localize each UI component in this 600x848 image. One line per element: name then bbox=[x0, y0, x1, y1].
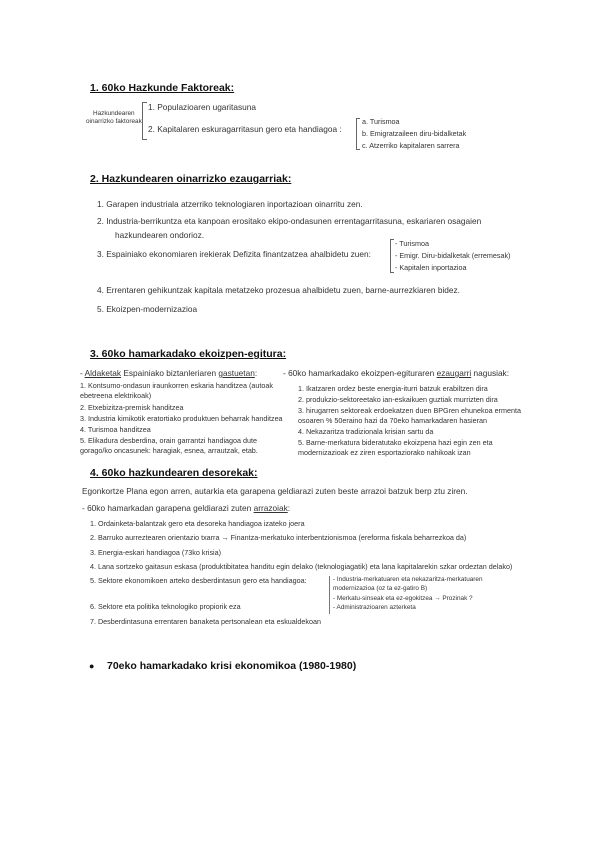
section-2-brace bbox=[390, 239, 394, 273]
section-4-item-5: 5. Sektore ekonomikoen arteko desberdintasun gero eta handiagoa: bbox=[90, 576, 307, 585]
section-2-item-1: 1. Garapen industriala atzerriko teknologiaren inportazioan oinarritu zen. bbox=[97, 199, 363, 209]
section-2-item-2-cont: hazkundearen ondorioz. bbox=[115, 230, 205, 240]
section-4-item-1: 1. Ordainketa-balantzak gero eta desoreka handiagoa izateko joera bbox=[90, 519, 305, 528]
section-4-item-2: 2. Barruko aurreztearen orientazio txarra → Finantza-merkatuko interbentzionismoa (ereforma fiskala beharrezkoa da) bbox=[90, 533, 467, 542]
section-2-title: 2. Hazkundearen oinarrizko ezaugarriak: bbox=[90, 173, 292, 185]
section-2-item-5: 5. Ekoizpen-modernizazioa bbox=[97, 304, 198, 314]
section-4-sub-1: - Industria-merkatuaren eta nekazaritza-merkatuaren bbox=[333, 576, 483, 583]
section-2-item-4: 4. Errentaren gehikuntzak kapitala metatzeko prozesua ahalbidetu zuen, barne-aurrezkiaren bidez. bbox=[97, 285, 460, 295]
section-1-sub-b: b. Emigratzaileen diru-bidalketak bbox=[362, 129, 467, 138]
section-4-item-3: 3. Energia-eskari handiagoa (73ko krisia) bbox=[90, 548, 222, 557]
section-3-right-item-5: 5. Barne-merkatura bideratutako ekoizpena hazi egin zen eta bbox=[298, 438, 493, 447]
section-1-side-label-2: oinarrizko faktoreak bbox=[86, 118, 142, 125]
section-3-left-item-4: 4. Turismoa handitzea bbox=[80, 425, 151, 434]
section-3-title: 3. 60ko hamarkadako ekoizpen-egitura: bbox=[90, 348, 287, 360]
section-4-item-7: 7. Desberdintasuna errentaren banaketa pertsonalean eta eskualdekoan bbox=[90, 617, 321, 626]
section-3-right-item-3-cont: osoaren % 50eraino hazi da 70eko hamarkadaren hasieran bbox=[298, 416, 487, 425]
section-4-sub-3: - Administrazioaren azterketa bbox=[333, 604, 416, 611]
section-4-sub-brace bbox=[329, 576, 330, 614]
section-4-item-4: 4. Lana sortzeko gaitasun eskasa (produktibitatea handitu egin delako (teknologiagatik) eta lana kapitalarekin szkar ordeztan delako) bbox=[90, 562, 513, 571]
section-3-right-item-3: 3. hirugarren sektoreak erdoekatzen duen BPGren ehunekoa ermenta bbox=[298, 406, 521, 415]
section-1-side-label-1: Hazkundearen bbox=[93, 110, 135, 117]
section-3-right-item-4: 4. Nekazaritza tradizionala krisian sartu da bbox=[298, 427, 434, 436]
section-3-left-item-3: 3. Industria kimikotik eratortiako produktuen beharrak handitzea bbox=[80, 414, 283, 423]
section-3-right-item-2: 2. produkzio-sektoreetako ian-eskaikuen guztiak murrizten dira bbox=[298, 395, 498, 404]
section-4-sub-1-cont: modernizazioa (oz ta ez-gatiro B) bbox=[333, 585, 428, 592]
section-3-right-item-1: 1. Ikatzaren ordez beste energia-iturri batzuk erabiltzen dira bbox=[298, 384, 488, 393]
section-2-item-2: 2. Industria-berrikuntza eta kanpoan erositako ekipo-ondasunen errentagarritasuna, eskariaren osagaien bbox=[97, 216, 482, 226]
section-3-left-item-5: 5. Elikadura desberdina, orain garrantzi handiagoa dute bbox=[80, 436, 258, 445]
section-3-left-item-2: 2. Etxebizitza-premisk handitzea bbox=[80, 403, 184, 412]
section-5-bullet: ● bbox=[89, 661, 95, 671]
section-4-subheading: - 60ko hamarkadan garapena geldiarazi zuten arrazoiak: bbox=[82, 503, 291, 513]
section-5-title: 70eko hamarkadako krisi ekonomikoa (1980-1980) bbox=[107, 660, 357, 672]
section-1-title: 1. 60ko Hazkunde Faktoreak: bbox=[90, 82, 235, 94]
section-1-item-2: 2. Kapitalaren eskuragarritasun gero eta handiagoa : bbox=[148, 124, 342, 134]
section-1-item-1: 1. Populazioaren ugaritasuna bbox=[148, 102, 256, 112]
section-4-sub-2: - Merkatu-sinseak eta ez-egokitzea → Prozinak ? bbox=[333, 595, 473, 602]
section-2-sub-3: - Kapitalen inportazioa bbox=[395, 263, 467, 272]
section-4-title: 4. 60ko hazkundearen desorekak: bbox=[90, 467, 258, 479]
section-2-sub-1: - Turismoa bbox=[395, 239, 429, 248]
section-1-brace bbox=[142, 102, 147, 140]
section-3-left-item-1: 1. Kontsumo-ondasun iraunkorren eskaria handitzea (autoak bbox=[80, 381, 273, 390]
section-4-intro: Egonkortze Plana egon arren, autarkia eta garapena geldiarazi zuten beste arrazoi batzuk berp ztu ziren. bbox=[82, 486, 468, 496]
section-3-right-heading: - 60ko hamarkadako ekoizpen-egituraren ezaugarri nagusiak: bbox=[283, 368, 510, 378]
section-1-sub-brace bbox=[356, 118, 360, 150]
section-3-left-heading: - Aldaketak Espainiako biztanleriaren gastuetan: bbox=[80, 368, 258, 378]
section-2-item-3: 3. Espainiako ekonomiaren irekierak Defizita finantzatzea ahalbidetu zuen: bbox=[97, 249, 371, 259]
section-1-sub-a: a. Turismoa bbox=[362, 117, 400, 126]
section-2-sub-2: - Emigr. Diru-bidalketak (erremesak) bbox=[395, 251, 511, 260]
section-3-right-item-5-cont: modernizazioak ez ziren esportaziorako nahikoak izan bbox=[298, 448, 471, 457]
section-3-left-item-1-cont: ebetreena elektrikoak) bbox=[80, 391, 152, 400]
section-1-sub-c: c. Atzerriko kapitalaren sarrera bbox=[362, 141, 460, 150]
section-3-left-item-5-cont: gorago/ko oncasunek: haragiak, esnea, arrautzak, etab. bbox=[80, 446, 258, 455]
section-4-item-6: 6. Sektore eta politika teknologiko propiorik eza bbox=[90, 602, 241, 611]
